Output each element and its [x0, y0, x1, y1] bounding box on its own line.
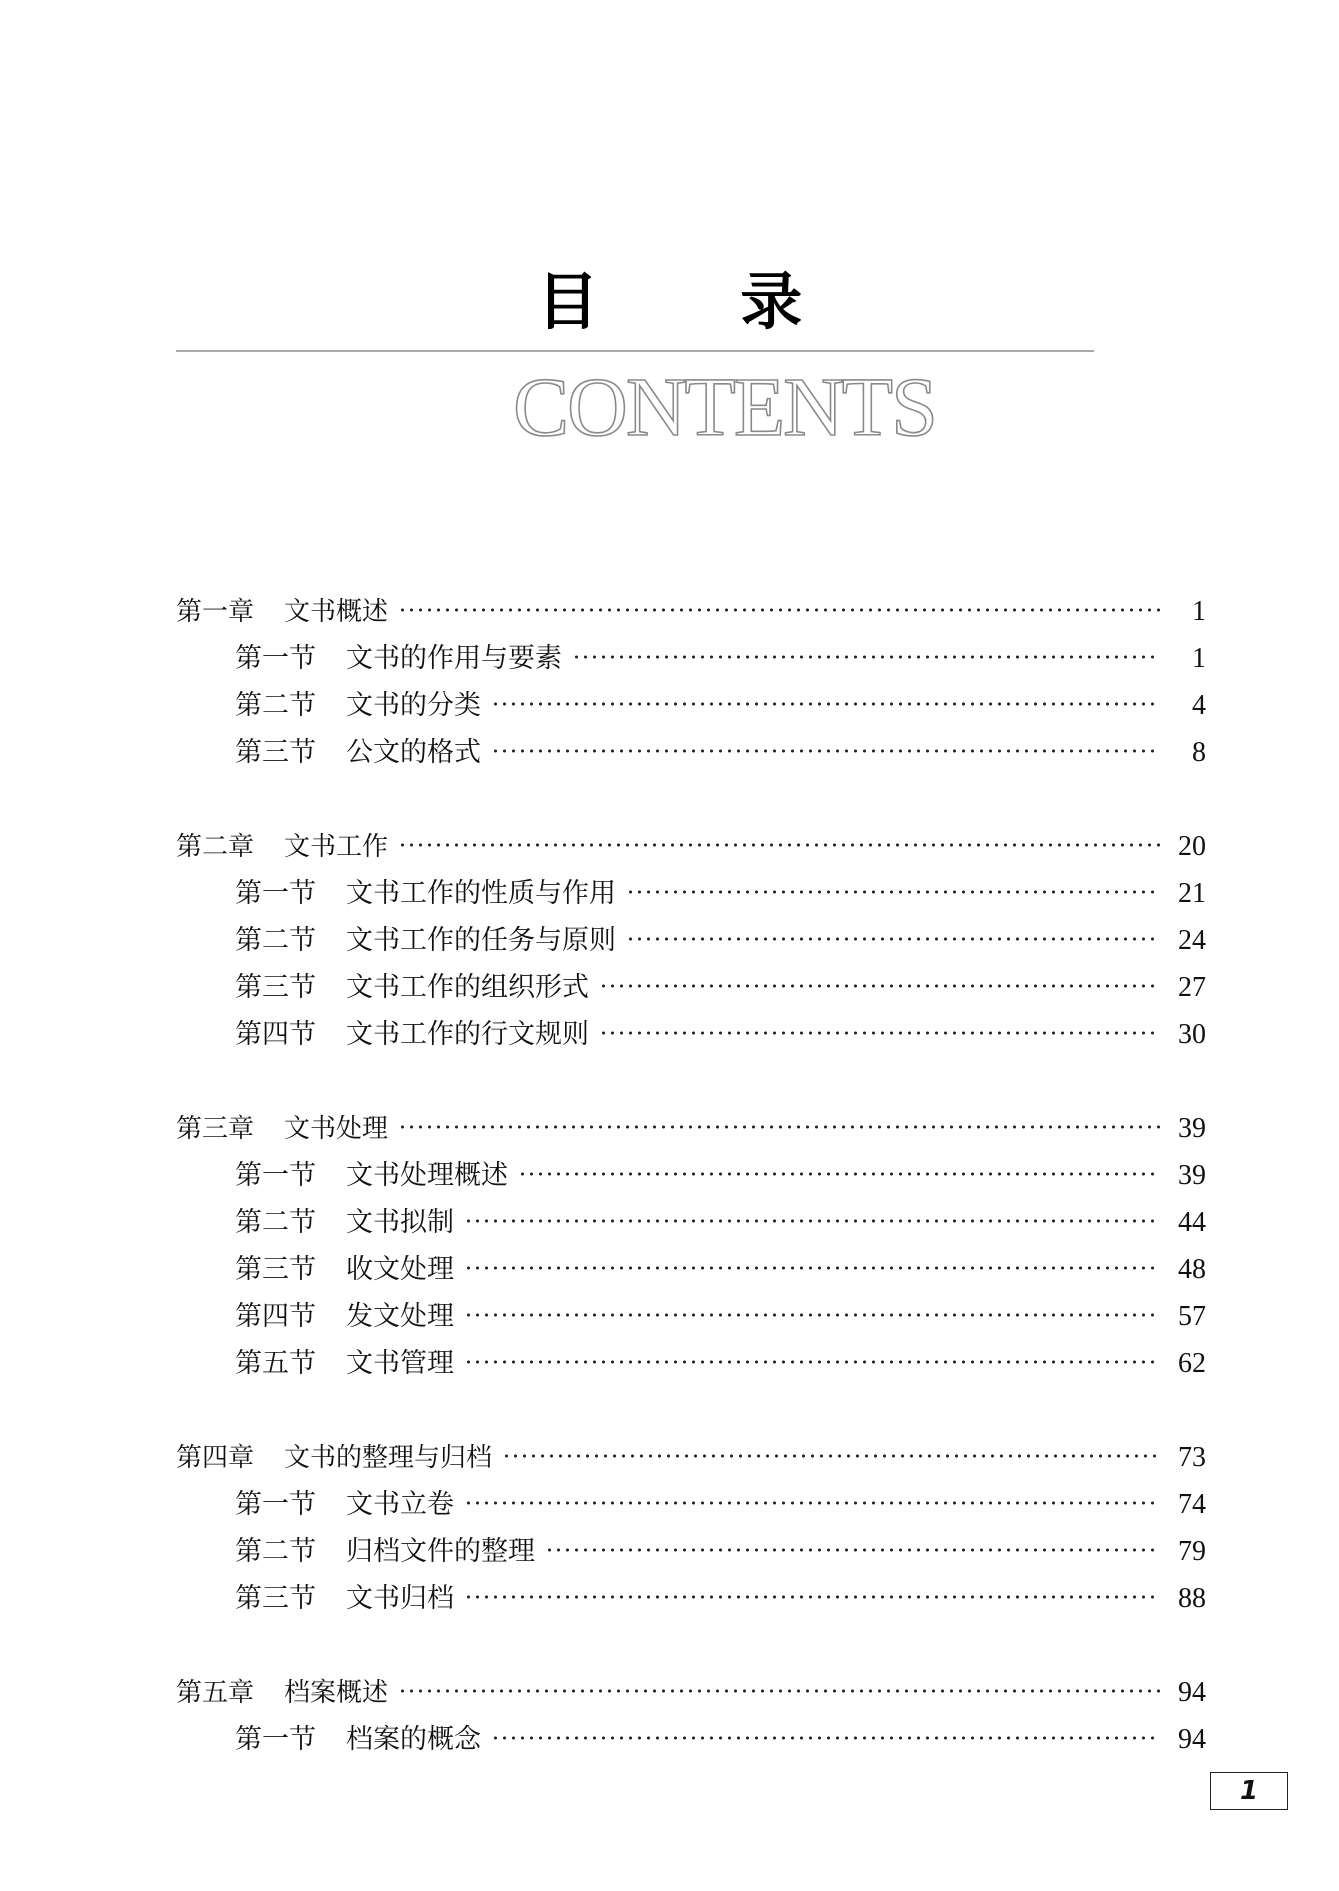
- section-page: 44: [1178, 1207, 1206, 1238]
- section-page: 79: [1178, 1536, 1206, 1567]
- chapter-title: 文书处理: [284, 1114, 389, 1144]
- dot-leader: [599, 982, 1160, 990]
- section-page: 27: [1178, 972, 1206, 1003]
- toc-section-entry[interactable]: [176, 964, 1206, 1011]
- section-title: 归档文件的整理: [346, 1536, 535, 1567]
- section-number: 第三节: [235, 1254, 316, 1285]
- toc-section-entry[interactable]: [176, 917, 1206, 964]
- dot-leader: [502, 1452, 1160, 1460]
- toc-section-entry[interactable]: [176, 1481, 1206, 1528]
- section-number: 第一节: [235, 643, 316, 674]
- section-page: 30: [1178, 1019, 1206, 1050]
- toc-chapter-group: [176, 1105, 1206, 1387]
- dot-leader: [464, 1264, 1160, 1272]
- dot-leader: [464, 1499, 1160, 1507]
- toc-section-entry[interactable]: [176, 1152, 1206, 1199]
- dot-leader: [464, 1593, 1160, 1601]
- section-title: 发文处理: [346, 1301, 454, 1332]
- toc-chapter-entry[interactable]: [176, 1434, 1206, 1481]
- section-title: 文书管理: [346, 1348, 454, 1379]
- section-number: 第一节: [235, 878, 316, 909]
- chapter-page: 73: [1178, 1442, 1206, 1473]
- toc-section-entry[interactable]: [176, 1340, 1206, 1387]
- chapter-page: 20: [1178, 831, 1206, 862]
- chapter-page: 39: [1178, 1113, 1206, 1144]
- section-page: 48: [1178, 1254, 1206, 1285]
- section-number: 第四节: [235, 1019, 316, 1050]
- toc-section-entry[interactable]: [176, 1246, 1206, 1293]
- section-title: 文书归档: [346, 1583, 454, 1614]
- section-title: 文书的作用与要素: [346, 643, 562, 674]
- dot-leader: [518, 1170, 1160, 1178]
- section-number: 第二节: [235, 1207, 316, 1238]
- section-title: 收文处理: [346, 1254, 454, 1285]
- section-page: 74: [1178, 1489, 1206, 1520]
- section-number: 第二节: [235, 925, 316, 956]
- dot-leader: [464, 1358, 1160, 1366]
- toc-chapter-entry[interactable]: [176, 1669, 1206, 1716]
- section-title: 文书拟制: [346, 1207, 454, 1238]
- page-subtitle: CONTENTS: [513, 361, 936, 454]
- section-title: 文书的分类: [346, 690, 481, 721]
- section-page: 57: [1178, 1301, 1206, 1332]
- section-title: 文书工作的性质与作用: [346, 878, 616, 909]
- dot-leader: [398, 1123, 1160, 1131]
- dot-leader: [545, 1546, 1160, 1554]
- toc-section-entry[interactable]: [176, 870, 1206, 917]
- section-page: 39: [1178, 1160, 1206, 1191]
- dot-leader: [599, 1029, 1160, 1037]
- table-of-contents: [176, 588, 1206, 1810]
- section-number: 第三节: [235, 1583, 316, 1614]
- toc-chapter-group: [176, 588, 1206, 776]
- toc-section-entry[interactable]: [176, 1199, 1206, 1246]
- toc-section-entry[interactable]: [176, 635, 1206, 682]
- section-page: 21: [1178, 878, 1206, 909]
- dot-leader: [491, 747, 1160, 755]
- toc-section-entry[interactable]: [176, 1011, 1206, 1058]
- toc-chapter-group: [176, 1669, 1206, 1763]
- dot-leader: [491, 1734, 1160, 1742]
- section-title: 文书立卷: [346, 1489, 454, 1520]
- toc-section-entry[interactable]: [176, 1575, 1206, 1622]
- section-number: 第四节: [235, 1301, 316, 1332]
- section-page: 88: [1178, 1583, 1206, 1614]
- section-page: 1: [1192, 643, 1206, 674]
- section-page: 24: [1178, 925, 1206, 956]
- chapter-number: 第一章: [176, 597, 255, 627]
- dot-leader: [398, 841, 1160, 849]
- dot-leader: [572, 653, 1160, 661]
- title-divider: [176, 350, 1094, 352]
- dot-leader: [398, 606, 1160, 614]
- section-title: 文书工作的组织形式: [346, 972, 589, 1003]
- dot-leader: [464, 1217, 1160, 1225]
- toc-section-entry[interactable]: [176, 1716, 1206, 1763]
- chapter-number: 第二章: [176, 832, 255, 862]
- section-number: 第三节: [235, 972, 316, 1003]
- chapter-title: 文书概述: [284, 597, 389, 627]
- chapter-number: 第五章: [176, 1678, 255, 1708]
- dot-leader: [398, 1687, 1160, 1695]
- toc-section-entry[interactable]: [176, 729, 1206, 776]
- section-title: 文书工作的任务与原则: [346, 925, 616, 956]
- chapter-page: 94: [1178, 1677, 1206, 1708]
- toc-section-entry[interactable]: [176, 682, 1206, 729]
- page-number: 1: [1210, 1772, 1288, 1810]
- toc-section-entry[interactable]: [176, 1528, 1206, 1575]
- section-number: 第二节: [235, 690, 316, 721]
- section-title: 文书工作的行文规则: [346, 1019, 589, 1050]
- section-page: 4: [1192, 690, 1206, 721]
- section-page: 8: [1192, 737, 1206, 768]
- toc-chapter-entry[interactable]: [176, 1105, 1206, 1152]
- chapter-page: 1: [1192, 596, 1206, 627]
- section-page: 94: [1178, 1724, 1206, 1755]
- section-number: 第一节: [235, 1724, 316, 1755]
- chapter-title: 文书工作: [284, 832, 389, 862]
- section-number: 第三节: [235, 737, 316, 768]
- toc-chapter-entry[interactable]: [176, 823, 1206, 870]
- chapter-number: 第四章: [176, 1443, 255, 1473]
- chapter-number: 第三章: [176, 1114, 255, 1144]
- dot-leader: [626, 935, 1160, 943]
- section-number: 第五节: [235, 1348, 316, 1379]
- toc-chapter-group: [176, 823, 1206, 1058]
- toc-chapter-group: [176, 1434, 1206, 1622]
- chapter-title: 文书的整理与归档: [284, 1443, 493, 1473]
- section-title: 文书处理概述: [346, 1160, 508, 1191]
- page-title: 目 录: [536, 265, 863, 338]
- dot-leader: [626, 888, 1160, 896]
- dot-leader: [464, 1311, 1160, 1319]
- chapter-title: 档案概述: [284, 1678, 389, 1708]
- toc-chapter-entry[interactable]: [176, 588, 1206, 635]
- toc-section-entry[interactable]: [176, 1293, 1206, 1340]
- section-number: 第二节: [235, 1536, 316, 1567]
- section-title: 档案的概念: [346, 1724, 481, 1755]
- section-page: 62: [1178, 1348, 1206, 1379]
- section-number: 第一节: [235, 1160, 316, 1191]
- section-title: 公文的格式: [346, 737, 481, 768]
- dot-leader: [491, 700, 1160, 708]
- section-number: 第一节: [235, 1489, 316, 1520]
